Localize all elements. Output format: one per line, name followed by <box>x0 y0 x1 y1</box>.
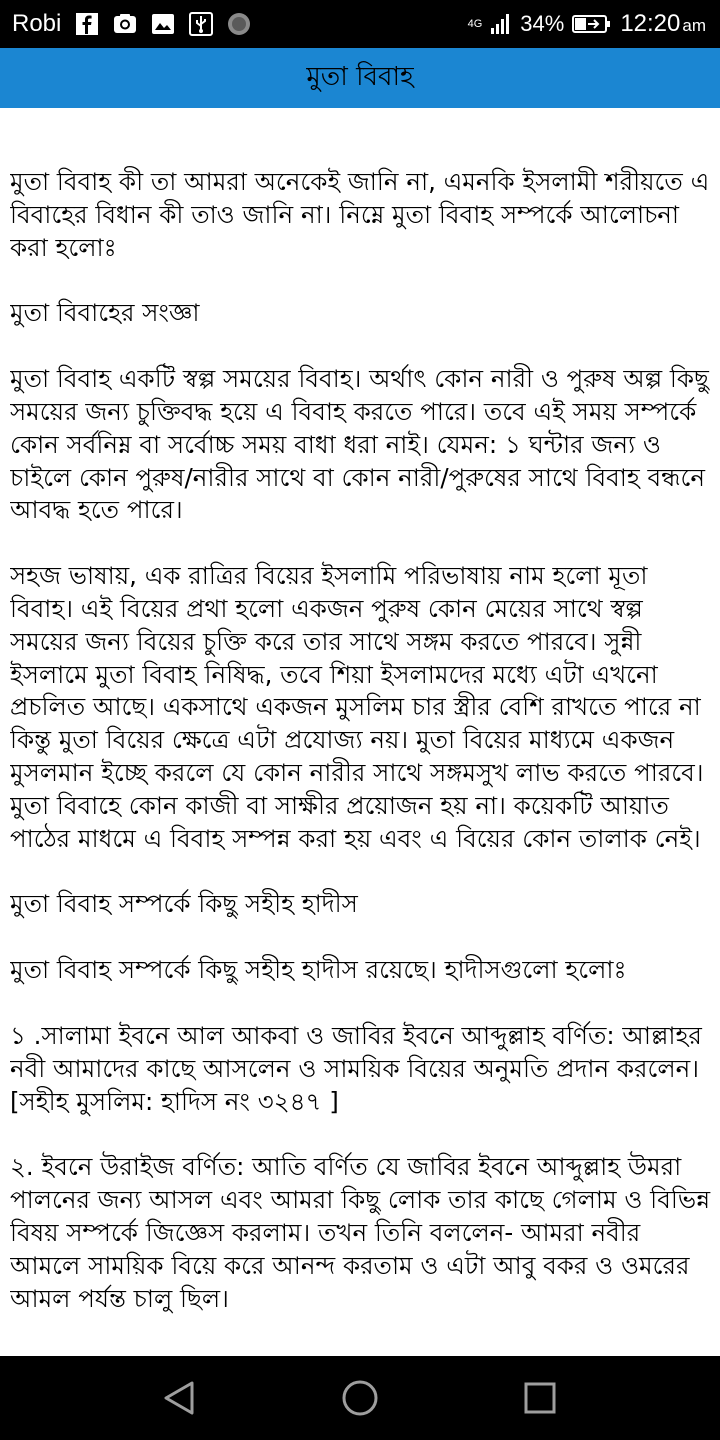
hadith-item: ১ .সালামা ইবনে আল আকবা ও জাবির ইবনে আব্দুল্লাহ বর্ণিত: আল্লাহর নবী আমাদের কাছে আসলেন ও সাময়িক বিয়ের অনুমতি প্রদান করলেন। [সহীহ মুসলিম: হাদিস নং ৩২৪৭ ] <box>10 1020 702 1116</box>
clock-time: 12:20 <box>620 10 681 37</box>
camera-icon <box>113 12 137 36</box>
network-type: 4G <box>467 17 483 30</box>
facebook-icon <box>75 12 99 36</box>
status-left <box>0 10 251 38</box>
recents-icon <box>520 1378 560 1418</box>
status-right <box>468 10 720 38</box>
usb-icon <box>189 12 213 36</box>
status-bar <box>0 0 720 48</box>
circle-icon <box>227 12 251 36</box>
section-heading: মুতা বিবাহের সংজ্ঞা <box>10 298 200 328</box>
article-paragraph: মুতা বিবাহ একটি স্বল্প সময়ের বিবাহ। অর্থাৎ কোন নারী ও পুরুষ অল্প কিছু সময়ের জন্য চুক্তিবদ্ধ হয়ে এ বিবাহ করতে পারে। তবে এই সময় সম্পর্কে কোন সর্বনিম্ন বা সর্বোচ্চ সময় বাধা ধরা নাই। যেমন: ১ ঘন্টার জন্য ও চাইলে কোন পুরুষ/নারীর সাথে বা কোন নারী/পুরুষের সাথে বিবাহ বন্ধনে আবদ্ধ হতে পারে। <box>10 364 709 525</box>
navigation-bar <box>0 1356 720 1440</box>
battery-icon <box>572 13 612 35</box>
battery-percent: 34% <box>520 11 565 36</box>
article-paragraph: সহজ ভাষায়, এক রাত্রির বিয়ের ইসলামি পরিভাষায় নাম হলো মূতা বিবাহ। এই বিয়ের প্রথা হলো একজন পুরুষ কোন মেয়ের সাথে স্বল্প সময়ের জন্য বিয়ের চুক্তি করে তার সাথে সঙ্গম করতে পারবে। সুন্নী ইসলামে মুতা বিবাহ নিষিদ্ধ, তবে শিয়া ইসলামদের মধ্যে এটা এখনো প্রচলিত আছে। একসাথে একজন মুসলিম চার স্ত্রীর বেশি রাখতে পারে না কিন্তু মুতা বিয়ের ক্ষেত্রে এটা প্রযোজ্য নয়। মুতা বিয়ের মাধ্যমে একজন মুসলমান ইচ্ছে করলে যে কোন নারীর সাথে সঙ্গমসুখ লাভ করতে পারবে। মুতা বিবাহে কোন কাজী বা সাক্ষীর প্রয়োজন হয় না। কয়েকটি আয়াত পাঠের মাধমে এ বিবাহ সম্পন্ন করা হয় এবং এ বিয়ের কোন তালাক নেই। <box>10 561 704 853</box>
carrier-name: Robi <box>12 10 62 37</box>
home-button[interactable] <box>330 1368 390 1428</box>
clock-ampm: am <box>682 16 706 35</box>
image-icon <box>151 12 175 36</box>
article-body <box>10 108 716 1315</box>
back-icon <box>160 1378 200 1418</box>
page-title: মুতা বিবাহ <box>306 62 414 92</box>
article-paragraph: মুতা বিবাহ কী তা আমরা অনেকেই জানি না, এমনকি ইসলামী শরীয়তে এ বিবাহের বিধান কী তাও জানি না। নিম্নে মুতা বিবাহ সম্পর্কে আলোচনা করা হলোঃ <box>10 167 710 262</box>
back-button[interactable] <box>150 1368 210 1428</box>
recents-button[interactable] <box>510 1368 570 1428</box>
article-scroll-area[interactable] <box>10 108 716 1356</box>
article-paragraph: মুতা বিবাহ সম্পর্কে কিছু সহীহ হাদীস রয়েছে। হাদীসগুলো হলোঃ <box>10 955 627 985</box>
home-icon <box>340 1378 380 1418</box>
section-heading: মুতা বিবাহ সম্পর্কে কিছু সহীহ হাদীস <box>10 889 358 919</box>
hadith-item: ২. ইবনে উরাইজ বর্ণিত: আতি বর্ণিত যে জাবির ইবনে আব্দুল্লাহ উমরা পালনের জন্য আসল এবং আমরা কিছু লোক তার কাছে গেলাম ও বিভিন্ন বিষয় সম্পর্কে জিজ্ঞেস করলাম। তখন তিনি বললেন- আমরা নবীর আমলে সাময়িক বিয়ে করে আনন্দ করতাম ও এটা আবু বকর ও ওমরের আমল পর্যন্ত চালু ছিল। <box>10 1152 711 1313</box>
signal-icon <box>490 13 512 35</box>
app-bar <box>0 48 720 108</box>
clock <box>620 10 706 38</box>
